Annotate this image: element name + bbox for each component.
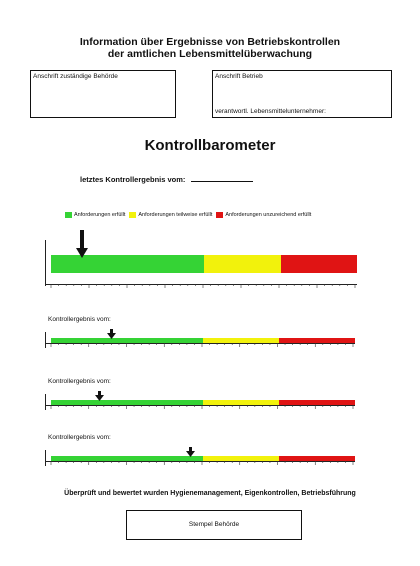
barometer-4-label: Kontrollergebnis vom: <box>48 434 111 441</box>
legend-label-insufficient: Anforderungen unzureichend erfüllt <box>225 212 312 218</box>
legend-item-partial <box>129 212 212 218</box>
barometer-4 <box>45 434 357 468</box>
legend-label-partial: Anforderungen teilweise erfüllt <box>138 212 213 218</box>
business-address-label: Anschrift Betrieb <box>215 73 263 80</box>
stamp-box[interactable] <box>126 510 302 540</box>
barometer-main-axis-vertical <box>45 240 46 286</box>
barometer-main-yellow-segment <box>204 255 281 273</box>
barometer-main <box>45 228 357 290</box>
barometer-2-arrow-icon <box>107 329 116 339</box>
barometer-4-ticks <box>45 461 355 466</box>
barometer-main-arrow-icon <box>76 230 88 258</box>
legend-swatch-yellow <box>129 212 136 218</box>
barometer-3-arrow-icon <box>95 391 104 401</box>
footer-text: Überprüft und bewertet wurden Hygienemanagement, Eigenkontrollen, Betriebsführung <box>64 490 356 497</box>
legend <box>65 212 315 218</box>
business-address-box[interactable] <box>212 70 392 118</box>
barometer-3-label: Kontrollergebnis vom: <box>48 378 111 385</box>
operator-label: verantwortl. Lebensmittelunternehmer: <box>215 108 326 115</box>
barometer-main-red-segment <box>281 255 358 273</box>
last-result-label: letztes Kontrollergebnis vom: <box>80 175 186 184</box>
stamp-label: Stempel Behörde <box>188 521 240 528</box>
header-line-2: der amtlichen Lebensmittelüberwachung <box>107 48 313 60</box>
barometer-main-ticks <box>45 284 357 289</box>
barometer-main-green-segment <box>51 255 204 273</box>
barometer-2-ticks <box>45 343 355 348</box>
page-title: Kontrollbarometer <box>144 137 276 154</box>
authority-address-box[interactable] <box>30 70 176 118</box>
last-result-row <box>80 175 253 184</box>
barometer-4-arrow-icon <box>186 447 195 457</box>
barometer-2 <box>45 316 357 350</box>
barometer-2-label: Kontrollergebnis vom: <box>48 316 111 323</box>
barometer-3 <box>45 378 357 412</box>
barometer-main-bar <box>51 255 357 273</box>
authority-address-label: Anschrift zuständige Behörde <box>33 73 118 80</box>
last-result-date-line[interactable] <box>191 181 253 182</box>
legend-label-fulfilled: Anforderungen erfüllt <box>74 212 126 218</box>
legend-swatch-red <box>216 212 223 218</box>
header-line-1: Information über Ergebnisse von Betriebskontrollen <box>79 36 341 48</box>
legend-swatch-green <box>65 212 72 218</box>
legend-item-insufficient <box>216 212 311 218</box>
legend-item-fulfilled <box>65 212 125 218</box>
barometer-3-ticks <box>45 405 355 410</box>
